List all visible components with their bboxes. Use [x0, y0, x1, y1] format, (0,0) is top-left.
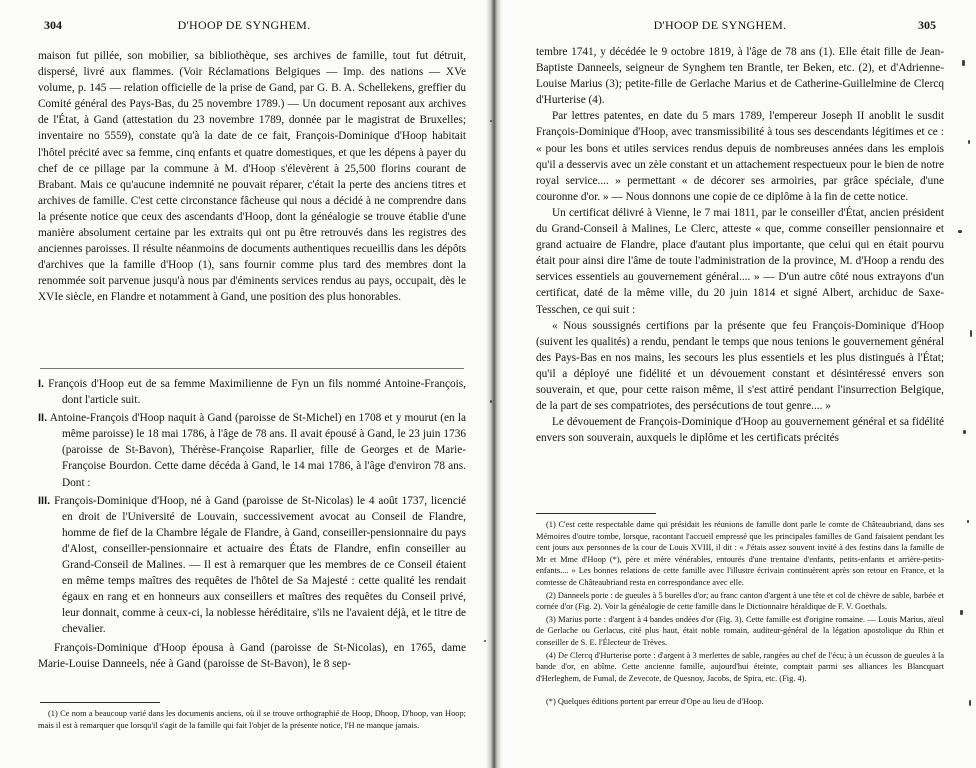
footnote: (2) Danneels porte : de gueules à 5 burelles d'or; au franc canton d'argent à une tête et col de chèvre de sable, barbée et cornée d'or (Fig. 2). Voir la généalogie de cette famille dans le Dictionnaire héraldique de F. V. Goethals.: [536, 590, 944, 612]
scan-speckle: [970, 330, 972, 337]
scan-speckle: [967, 520, 969, 523]
paragraph: « Nous soussignés certifions par la présente que feu François-Dominique d'Hoop (suivent les qualités) a rendu, pendant le temps que nous tenions le gouvernement général des Pays-Bas en nos mains, les secours les plus essentiels et les plus distingués à l'État; qu'il a déployé une fidélité et un dévouement constant et désintéressé envers son souverain, et que, pour cette raison même, il s'est attiré pendant l'insurrection Belgique, de la part de ses compatriotes, des persécutions de tout genre.... »: [536, 319, 944, 413]
paragraph: Par lettres patentes, en date du 5 mars 1789, l'empereur Joseph II anoblit le susdit François-Dominique d'Hoop, avec transmissibilité à tous ses descendants légitimes et ce : « pour les bons et utiles services rendus depuis de nombreuses années dans les emplois qu'il a desservis avec un zèle constant et un attachement respectueux pour le bien de notre royal service.... » permettant « de décorer ses armoiries, par grâce spéciale, d'une couronne d'or. » — Nous donnons une copie de ce diplôme à la fin de cette notice.: [536, 110, 944, 203]
paragraph: tembre 1741, y décédée le 9 octobre 1819, à l'âge de 78 ans (1). Elle était fille de Jean-Baptiste Danneels, seigneur de Synghem ten Brantle, ter Beken, etc. (2), et d'Adrienne-Louise Marius (3); petite-fille de Gerlache Marius et de Catherine-Guillelmine de Clercq d'Hurterise (4).: [536, 46, 944, 107]
scan-speckle: [968, 140, 970, 144]
footnote: (4) De Clercq d'Hurterise porte : d'argent à 3 merlettes de sable, rangées au chef de l'écu; à un écusson de gueules à la bande d'or, en abîme. Cette ancienne famille, aujourd'hui éteinte, comptait parmi ses alliances les Blancquart d'Herleghem, de Fumal, de Zevecote, de Quesnoy, Jacobs, de Spira, etc. (Fig. 4).: [536, 650, 944, 683]
footnote: (1) C'est cette respectable dame qui présidait les réunions de famille dont parle le comte de Châteaubriand, dans ses Mémoires d'outre tombe, lorsque, racontant l'accueil empressé que les principales familles de Gand faisaient pendant les cent jours aux personnes de la cour de Louis XVIII, il dit : « J'étais assez souvent invité à des festins dans la famille de Mr et Mme d'Hoop (*), père et mère vénérables, entourés d'une trentaine d'enfants, petits-enfants et arrière-petits-enfants.... » Les bonnes relations de cette famille avec l'illustre écrivain continuèrent après son retour en France, et la comtesse de Châteaubriand resta en correspondance avec elle.: [536, 520, 944, 587]
generation-text: Antoine-François d'Hoop naquit à Gand (paroisse de St-Michel) en 1708 et y mourut (en la même paroisse) le 18 mai 1786, à l'âge de 78 ans. Il avait épousé à Gand, le 23 juin 1736 (paroisse de St-Bavon), Thérèse-Françoise Raparlier, fille de Georges et de Marie-Françoise Bourdon. Cette dame décéda à Gand, le 14 mai 1786, à l'âge d'environ 78 ans. Dont :: [49, 412, 467, 489]
running-head: D'HOOP DE SYNGHEM.: [653, 18, 787, 32]
scan-speckle: [960, 610, 963, 615]
scan-speckle: [962, 60, 965, 66]
generation-item: [38, 493, 466, 638]
footnote: (1) Ce nom a beaucoup varié dans les documents anciens, où il se trouve orthographié de Hoop, Dhoop, D'hoop, van Hoop; mais il est à remarquer que lorsqu'il s'agit de la famille qui fait l'objet de la présente notice, l'H ne manque jamais.: [38, 709, 466, 730]
footnote-rule: [536, 513, 656, 514]
intro-paragraph: maison fut pillée, son mobilier, sa bibliothèque, ses archives de famille, tout fut détruit, dispersé, livré aux flammes. (Voir Réclamations Belgiques — Imp. des nations — XVe volume, p. 145 — relation officielle de la prise de Gand, par G. B. A. Schellekens, greffier du Comité général des Pays-Bas, du 25 novembre 1789.) — Un document reposant aux archives de l'État, à Gand (attestation du 23 novembre 1789, donnée par le magistrat de Bruxelles; inventaire no 5559), constate qu'à la date de ce fait, François-Dominique d'Hoop habitait l'hôtel précité avec sa femme, cinq enfants et quatre domestiques, et que les dépens à payer du chef de ce pillage par la commune à M. d'Hoop s'élevèrent à 25,500 florins courant de Brabant. Mais ce qu'aucune indemnité ne pouvait réparer, c'était la perte des anciens titres et archives de famille. C'est cette circonstance fâcheuse qui nous a décidé à ne comprendre dans la présente notice que ceux des ascendants d'Hoop, dont la généalogie se trouve établie d'une manière absolument certaine par les extraits qui ont pu être retrouvés dans les registres des anciennes paroisses. Il résulte néanmoins de documents authentiques recueillis dans les dépôts d'archives que la famille d'Hoop (1), sans fournir comme plus tard des membres dont la renommée soit parvenue jusqu'à nous par d'éminents services rendus au pays, occupait, dès le XVIe siècle, en Flandre et notamment à Gand, une position des plus honorables.: [38, 50, 466, 304]
scan-speckle: [490, 120, 492, 122]
generation-text: François-Dominique d'Hoop, né à Gand (paroisse de St-Nicolas) le 4 août 1737, licencié en droit de l'Université de Louvain, successivement avocat au Conseil de Flandre, homme de fief de la Chambre légale de Flandre, à Gand, conseiller-pensionnaire du pays d'Alost, conseiller-pensionnaire et actuaire des États de Flandre, enfin conseiller au Grand-Conseil de Malines. — Il est à remarquer que les membres de ce Conseil étaient en même temps maîtres des requêtes de l'hôtel de Sa Majesté : cette qualité les rendait égaux en rang et en honneurs aux conseillers et maîtres des requêtes du Conseil privé, leur donnait, comme à ceux-ci, la noblesse héréditaire, s'ils ne l'avaient déjà, et le titre de chevalier.: [54, 494, 466, 636]
generation-numeral: I.: [38, 378, 45, 390]
scan-speckle: [958, 230, 962, 233]
scan-speckle: [484, 640, 486, 642]
footnote-rule: [40, 702, 160, 703]
main-text: [536, 44, 944, 446]
right-page: [500, 0, 976, 768]
scan-speckle: [969, 700, 971, 706]
genealogy-list: [38, 376, 466, 672]
paragraph: Le dévouement de François-Dominique d'Hoop au gouvernement général et sa fidélité envers son souverain, auxquels le diplôme et les certificats précités: [536, 416, 944, 445]
closing-paragraph: François-Dominique d'Hoop épousa à Gand (paroisse de St-Nicolas), en 1765, dame Marie-Louise Danneels, née à Gand (paroisse de St-Bavon), le 8 sep-: [38, 641, 466, 670]
section-divider: [40, 368, 464, 369]
footnote: (3) Marius porte : d'argent à 4 bandes ondées d'or (Fig. 3). Cette famille est d'origine romaine. — Louis Marius, aïeul de Gerlache ou Gerlacus, cité plus haut, était noble romain, auditeur-général de la légation apostolique du Rhin et conseiller de S. E. l'Électeur de Trèves.: [536, 614, 944, 647]
intro-text: [38, 48, 466, 306]
scan-speckle: [490, 400, 492, 403]
generation-numeral: II.: [38, 412, 48, 425]
running-head: D'HOOP DE SYNGHEM.: [177, 18, 311, 32]
page-number: 304: [44, 18, 62, 32]
page-number: 305: [918, 18, 936, 32]
scan-speckle: [963, 430, 966, 434]
footnotes: [536, 519, 944, 709]
generation-item: [38, 376, 466, 408]
generation-numeral: III.: [38, 494, 51, 507]
footnotes: [38, 708, 466, 732]
generation-item: [38, 410, 466, 490]
paragraph: Un certificat délivré à Vienne, le 7 mai 1811, par le conseiller d'État, ancien président du Grand-Conseil à Malines, Le Clerc, atteste « que, comme conseiller pensionnaire et grand actuaire de Flandre, place d'autant plus importante, que celui qui en était pourvu était pour ainsi dire l'âme de toute l'administration de la province, M. d'Hoop a rendu des services essentiels au gouvernement général.... » — D'un autre côté nous extrayons d'un certificat, daté de la même ville, du 20 juin 1814 et signé Albert, archiduc de Saxe-Tesschen, ce qui suit :: [536, 206, 944, 316]
generation-text: François d'Hoop eut de sa femme Maximilienne de Fyn un fils nommé Antoine-François, dont l'article suit.: [48, 378, 466, 407]
footnote: (*) Quelques éditions portent par erreur d'Ope au lieu de d'Hoop.: [546, 697, 764, 707]
